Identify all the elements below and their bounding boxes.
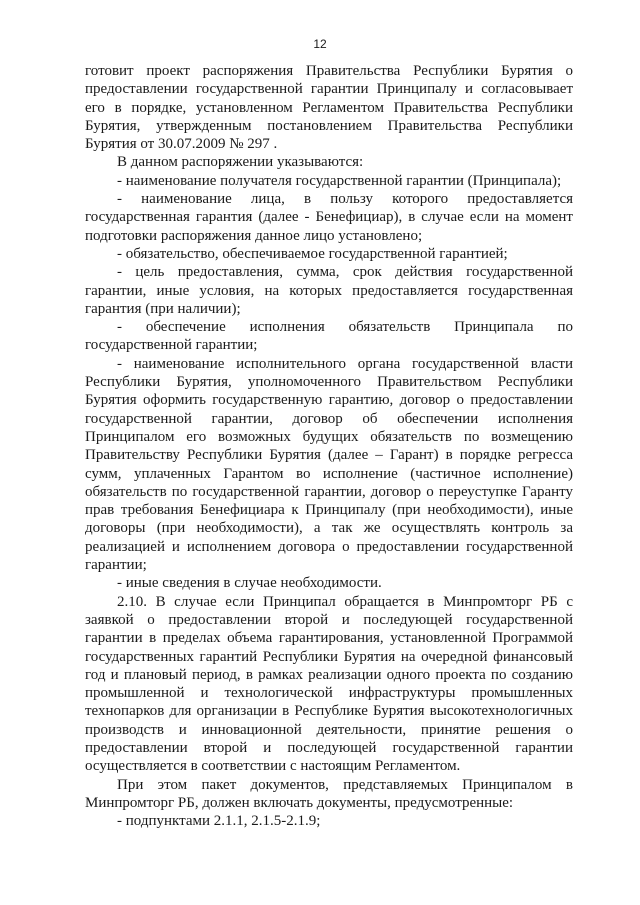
list-item: - цель предоставления, сумма, срок действия государственной гарантии, иные условия, на которых предоставляется государственная гарантия (при наличии);	[85, 264, 573, 317]
list-item: - подпунктами 2.1.1, 2.1.5-2.1.9;	[117, 813, 321, 830]
list-item: - наименование получателя государственной гарантии (Принципала);	[117, 172, 562, 189]
list-item: - наименование лица, в пользу которого предоставляется государственная гарантия (далее - Бенефициар), в случае если на момент подготовки распоряжения данное лицо установлено;	[85, 191, 573, 244]
list-item: - обеспечение исполнения обязательств Принципала по государственной гарантии;	[85, 319, 573, 354]
list-item: - обязательство, обеспечиваемое государственной гарантией;	[117, 245, 508, 262]
document-body	[85, 62, 573, 830]
paragraph-continuation: готовит проект распоряжения Правительства Республики Бурятия о предоставлении государственной гарантии Принципалу и согласовывает его в порядке, установленном Регламентом Правительства Республики Бурятия, утвержденным постановлением Правительства Республики Бурятия от 30.07.2009 № 297 .	[85, 63, 573, 153]
paragraph: При этом пакет документов, представляемых Принципалом в Минпромторг РБ, должен включать документы, предусмотренные:	[85, 776, 573, 811]
list-item: - наименование исполнительного органа государственной власти Республики Бурятия, уполномоченного Правительством Республики Бурятия оформить государственную гарантию, договор о предоставлении государственной гарантии, договор об обеспечении исполнения Принципалом его возможных будущих обязательств по возмещению Правительству Республики Бурятия (далее – Гарант) в порядке регресса сумм, уплаченных Гарантом во исполнение (частичное исполнение) обязательств по государственной гарантии, договор о переуступке Гаранту прав требования Бенефициара к Принципалу (при необходимости), иные договоры (при необходимости), а так же осуществлять контроль за реализацией и исполнением договора о предоставлении государственной гарантии;	[85, 355, 573, 574]
paragraph-intro: В данном распоряжении указываются:	[117, 154, 364, 171]
list-item: - иные сведения в случае необходимости.	[117, 575, 382, 592]
page-number: 12	[313, 37, 327, 51]
paragraph-section-2-10: 2.10. В случае если Принципал обращается в Минпромторг РБ с заявкой о предоставлении второй и последующей государственной гарантии в пределах объема гарантирования, установленной Программой государственных гарантий Республики Бурятия на очередной финансовый год и плановый период, в рамках реализации одного проекта по созданию промышленной и технологической инфраструктуры промышленных технопарков для организации в Республике Бурятия высокотехнологичных производств и инновационной деятельности, принятие решения о предоставлении второй и последующей государственной гарантии осуществляется в соответствии с настоящим Регламентом.	[85, 593, 573, 775]
